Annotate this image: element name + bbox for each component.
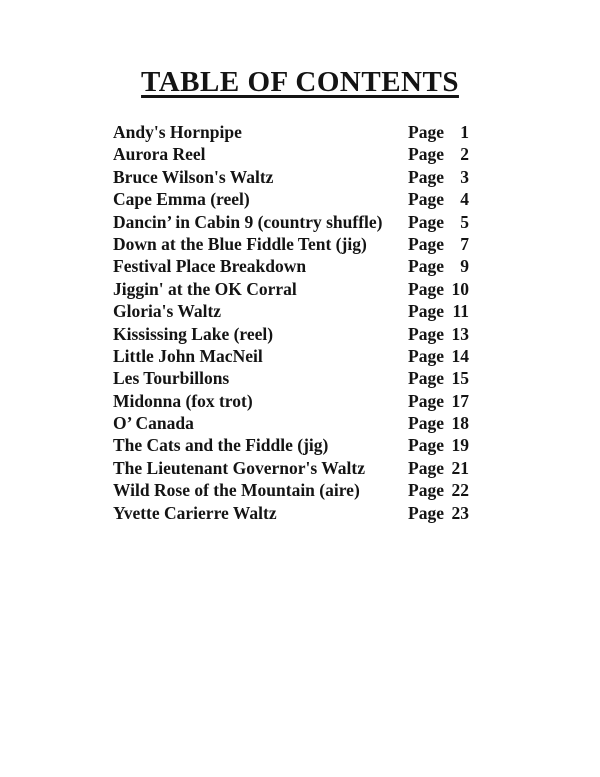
page-label: Page bbox=[408, 211, 444, 232]
page-label: Page bbox=[408, 457, 444, 478]
toc-entry-page bbox=[408, 188, 469, 210]
toc-entry-page bbox=[408, 233, 469, 255]
page-label: Page bbox=[408, 301, 444, 322]
toc-entry-row bbox=[113, 412, 469, 434]
page-label: Page bbox=[408, 345, 444, 366]
page-label: Page bbox=[408, 323, 444, 344]
toc-entry-title: Jiggin' at the OK Corral bbox=[113, 278, 297, 299]
toc-entry-title: Festival Place Breakdown bbox=[113, 256, 307, 277]
toc-entry-row bbox=[113, 434, 469, 456]
toc-entry-page bbox=[408, 345, 469, 367]
page-number: 1 bbox=[460, 122, 469, 142]
toc-list bbox=[113, 121, 469, 524]
page-number: 10 bbox=[451, 278, 469, 299]
toc-entry-row bbox=[113, 502, 469, 524]
toc-entry-title: Andy's Hornpipe bbox=[113, 122, 242, 142]
page-number: 9 bbox=[460, 256, 469, 277]
page-number: 23 bbox=[451, 502, 469, 523]
page-number: 13 bbox=[451, 323, 469, 344]
page-number: 14 bbox=[451, 345, 469, 366]
page-label: Page bbox=[408, 256, 444, 277]
toc-entry-title: Little John MacNeil bbox=[113, 345, 263, 366]
page-number: 11 bbox=[452, 301, 469, 322]
toc-entry-title: The Lieutenant Governor's Waltz bbox=[113, 457, 365, 478]
toc-entry-row bbox=[113, 367, 469, 389]
page-label: Page bbox=[408, 435, 444, 456]
page-number: 21 bbox=[451, 457, 469, 478]
toc-entry-page bbox=[408, 211, 469, 233]
page-number: 3 bbox=[460, 166, 469, 187]
toc-entry-page bbox=[408, 457, 469, 479]
toc-entry-title: Down at the Blue Fiddle Tent (jig) bbox=[113, 233, 367, 254]
toc-entry-title: Les Tourbillons bbox=[113, 368, 230, 389]
toc-entry-title: Kississing Lake (reel) bbox=[113, 323, 274, 344]
page-label: Page bbox=[408, 413, 444, 434]
page-title: TABLE OF CONTENTS bbox=[141, 66, 459, 98]
toc-entry-row bbox=[113, 278, 469, 300]
toc-entry-title: Wild Rose of the Mountain (aire) bbox=[113, 480, 360, 501]
toc-entry-row bbox=[113, 479, 469, 501]
toc-entry-page bbox=[408, 255, 469, 277]
page-number: 17 bbox=[451, 390, 469, 411]
page-number: 15 bbox=[451, 368, 469, 389]
toc-entry-title: Cape Emma (reel) bbox=[113, 189, 250, 210]
toc-entry-page bbox=[408, 434, 469, 456]
page-number: 4 bbox=[460, 189, 469, 210]
page-label: Page bbox=[408, 502, 444, 523]
toc-entry-page bbox=[408, 300, 469, 322]
toc-entry-row bbox=[113, 457, 469, 479]
page-label: Page bbox=[408, 368, 444, 389]
page-label: Page bbox=[408, 144, 444, 165]
toc-entry-page bbox=[408, 143, 469, 165]
toc-entry-title: Dancin’ in Cabin 9 (country shuffle) bbox=[113, 211, 383, 232]
toc-entry-row bbox=[113, 166, 469, 188]
toc-entry-row bbox=[113, 211, 469, 233]
page-number: 7 bbox=[460, 233, 469, 254]
page-number: 19 bbox=[451, 435, 469, 456]
toc-entry-title: Aurora Reel bbox=[113, 144, 206, 165]
toc-entry-title: Gloria's Waltz bbox=[113, 301, 222, 322]
toc-entry-title: Yvette Carierre Waltz bbox=[113, 502, 277, 523]
toc-entry-row bbox=[113, 300, 469, 322]
page-label: Page bbox=[408, 166, 444, 187]
toc-entry-page bbox=[408, 502, 469, 524]
page-number: 2 bbox=[460, 144, 469, 165]
page-label: Page bbox=[408, 390, 444, 411]
toc-entry-page bbox=[408, 412, 469, 434]
toc-entry-title: Midonna (fox trot) bbox=[113, 390, 253, 411]
toc-entry-page bbox=[408, 367, 469, 389]
toc-entry-row bbox=[113, 188, 469, 210]
toc-entry-title: Bruce Wilson's Waltz bbox=[113, 166, 274, 187]
page-label: Page bbox=[408, 233, 444, 254]
page-number: 22 bbox=[451, 480, 469, 501]
toc-entry-row bbox=[113, 121, 469, 143]
toc-entry-row bbox=[113, 390, 469, 412]
page-label: Page bbox=[408, 189, 444, 210]
toc-entry-title: The Cats and the Fiddle (jig) bbox=[113, 435, 329, 456]
page-number: 18 bbox=[451, 413, 469, 434]
toc-entry-row bbox=[113, 345, 469, 367]
page-label: Page bbox=[408, 480, 444, 501]
page-number: 5 bbox=[460, 211, 469, 232]
page-label: Page bbox=[408, 278, 444, 299]
toc-entry-page bbox=[408, 479, 469, 501]
toc-entry-row bbox=[113, 233, 469, 255]
toc-entry-page bbox=[408, 390, 469, 412]
toc-entry-row bbox=[113, 255, 469, 277]
toc-entry-row bbox=[113, 143, 469, 165]
toc-entry-page bbox=[408, 121, 469, 143]
toc-entry-page bbox=[408, 278, 469, 300]
toc-entry-row bbox=[113, 323, 469, 345]
toc-entry-page bbox=[408, 166, 469, 188]
toc-entry-title: O’ Canada bbox=[113, 413, 194, 434]
toc-entry-page bbox=[408, 323, 469, 345]
page-label: Page bbox=[408, 122, 444, 142]
